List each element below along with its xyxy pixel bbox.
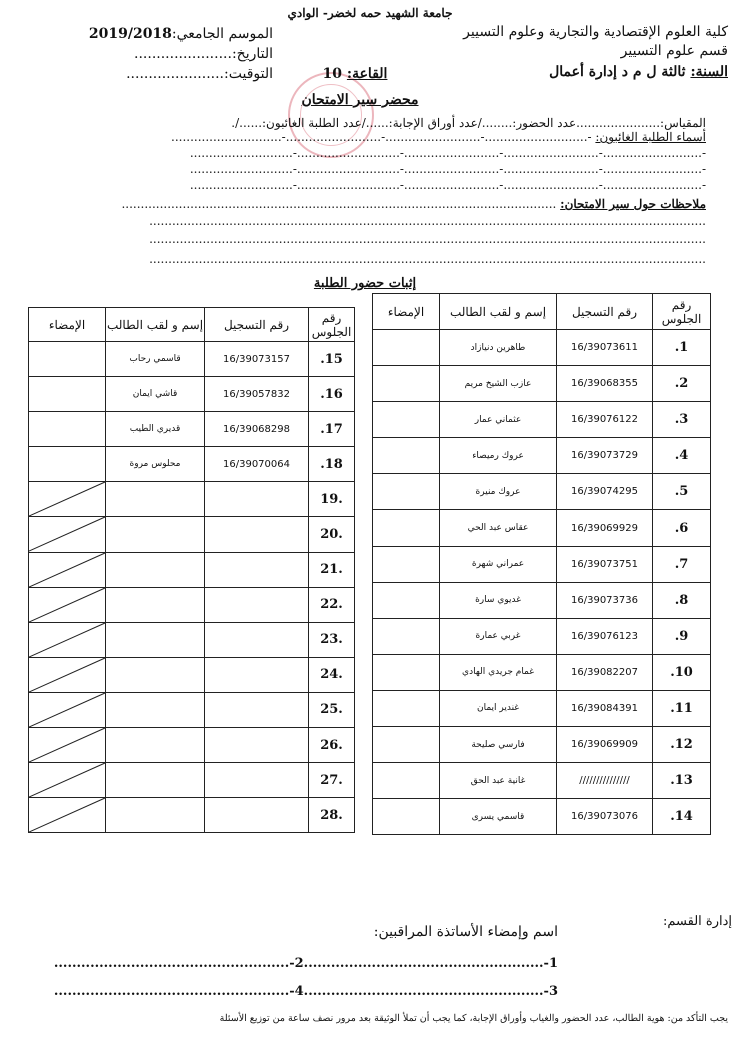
time-row bbox=[48, 66, 273, 82]
room-value: 10 bbox=[322, 66, 343, 82]
reg-cell: 16/39073076 bbox=[557, 799, 653, 835]
name-cell bbox=[106, 763, 205, 798]
reg-cell: 16/39073729 bbox=[557, 438, 653, 474]
reg-cell bbox=[205, 798, 309, 833]
seat-cell: 7. bbox=[653, 546, 711, 582]
name-cell: عازب الشيخ مريم bbox=[440, 366, 557, 402]
table-row bbox=[373, 474, 711, 510]
attendance-table-right bbox=[372, 293, 711, 835]
sign-cell bbox=[373, 402, 440, 438]
reg-cell: 16/39074295 bbox=[557, 474, 653, 510]
sign-cell bbox=[373, 510, 440, 546]
seat-cell: 16. bbox=[309, 377, 355, 412]
reg-cell: 16/39073611 bbox=[557, 330, 653, 366]
room-label: القاعة: bbox=[346, 66, 388, 82]
seat-cell: 18. bbox=[309, 447, 355, 482]
table-row bbox=[373, 546, 711, 582]
table-row bbox=[29, 728, 355, 763]
notes-line-2: .................................................................................................................................................. bbox=[149, 214, 706, 228]
reg-cell: 16/39076123 bbox=[557, 618, 653, 654]
sign-cell bbox=[29, 798, 106, 833]
reg-cell bbox=[205, 728, 309, 763]
name-cell bbox=[106, 622, 205, 657]
sign-cell bbox=[29, 482, 106, 517]
sign-cell bbox=[373, 474, 440, 510]
level-label: السنة: bbox=[690, 64, 728, 80]
sign-cell bbox=[29, 657, 106, 692]
level-row bbox=[549, 64, 728, 80]
name-cell: قاسمي يسرى bbox=[440, 799, 557, 835]
table-row bbox=[29, 517, 355, 552]
seat-cell: 10. bbox=[653, 654, 711, 690]
absent-label: أسماء الطلبة الغائبون: bbox=[595, 130, 706, 144]
reg-cell: 16/39069929 bbox=[557, 510, 653, 546]
university-name: جامعة الشهيد حمه لخضر- الوادي bbox=[287, 6, 453, 20]
table-row bbox=[373, 330, 711, 366]
seat-cell: 4. bbox=[653, 438, 711, 474]
faculty-name: كلية العلوم الإقتصادية والتجارية وعلوم التسيير bbox=[463, 24, 728, 40]
table-row bbox=[373, 727, 711, 763]
reg-cell bbox=[205, 692, 309, 727]
dept-admin-label: إدارة القسم: bbox=[662, 914, 732, 929]
date-dots: ...................... bbox=[134, 46, 232, 62]
table-row bbox=[29, 622, 355, 657]
name-cell bbox=[106, 517, 205, 552]
sign-cell bbox=[373, 763, 440, 799]
name-cell bbox=[106, 552, 205, 587]
reg-cell: 16/39069909 bbox=[557, 727, 653, 763]
seat-cell: .24 bbox=[309, 657, 355, 692]
sign-cell bbox=[373, 438, 440, 474]
reg-cell: 16/39073157 bbox=[205, 342, 309, 377]
sign-cell bbox=[29, 447, 106, 482]
reg-cell bbox=[205, 622, 309, 657]
seat-cell: 11. bbox=[653, 690, 711, 726]
name-cell: غندير ايمان bbox=[440, 690, 557, 726]
table-row bbox=[29, 412, 355, 447]
sign-cell bbox=[29, 587, 106, 622]
table-row bbox=[29, 342, 355, 377]
table-row bbox=[373, 763, 711, 799]
seat-cell: 8. bbox=[653, 582, 711, 618]
notes-row bbox=[26, 197, 706, 211]
name-cell bbox=[106, 482, 205, 517]
seat-cell: 6. bbox=[653, 510, 711, 546]
season-value: 2019/2018 bbox=[88, 26, 172, 42]
header-sign: الإمضاء bbox=[29, 308, 106, 342]
time-dots: ...................... bbox=[126, 66, 224, 82]
reg-cell: /////////////// bbox=[557, 763, 653, 799]
table-row bbox=[373, 438, 711, 474]
name-cell: فارسي صليحة bbox=[440, 727, 557, 763]
sign-cell bbox=[373, 799, 440, 835]
sign-cell bbox=[29, 412, 106, 447]
name-cell: عمراني شهرة bbox=[440, 546, 557, 582]
sign-cell bbox=[29, 342, 106, 377]
reg-cell bbox=[205, 482, 309, 517]
room-row bbox=[300, 66, 410, 82]
table-row bbox=[373, 799, 711, 835]
season-row bbox=[48, 26, 273, 42]
absent-row bbox=[26, 130, 706, 144]
name-cell: قاسمي رحاب bbox=[106, 342, 205, 377]
seat-cell: 17. bbox=[309, 412, 355, 447]
table-row bbox=[373, 690, 711, 726]
name-cell: غمام جريدي الهادي bbox=[440, 654, 557, 690]
sign-cell bbox=[29, 377, 106, 412]
table-row bbox=[29, 763, 355, 798]
name-cell: غديوي سارة bbox=[440, 582, 557, 618]
seat-cell: 15. bbox=[309, 342, 355, 377]
notes-line-3: .................................................................................................................................................. bbox=[149, 232, 706, 246]
header-seat: رقم الجلوس bbox=[653, 294, 711, 330]
seat-cell: 5. bbox=[653, 474, 711, 510]
sign-cell bbox=[373, 582, 440, 618]
proctors-label: اسم وإمضاء الأساتذة المراقبين: bbox=[373, 924, 558, 940]
header-seat: رقم الجلوس bbox=[309, 308, 355, 342]
name-cell bbox=[106, 692, 205, 727]
proctor-line-1: 1-.....................................................2-.................................................... bbox=[53, 956, 558, 971]
name-cell bbox=[106, 587, 205, 622]
name-cell: غربي عمارة bbox=[440, 618, 557, 654]
table-row bbox=[29, 587, 355, 622]
table-row bbox=[373, 618, 711, 654]
seat-cell: .23 bbox=[309, 622, 355, 657]
table-row bbox=[29, 692, 355, 727]
module-line: المقياس:......................عدد الحضور:......../عدد أوراق الإجابة:....../عدد الطلبة الغائبون:....../. bbox=[231, 116, 706, 130]
name-cell: طاهرين دنيازاد bbox=[440, 330, 557, 366]
reg-cell bbox=[205, 517, 309, 552]
absent-line-4: -..........................-.........................-.........................-...........................-........................... bbox=[189, 178, 706, 192]
reg-cell bbox=[205, 763, 309, 798]
sign-cell bbox=[373, 690, 440, 726]
table-row bbox=[29, 798, 355, 833]
seat-cell: .27 bbox=[309, 763, 355, 798]
name-cell: قديري الطيب bbox=[106, 412, 205, 447]
reg-cell: 16/39068355 bbox=[557, 366, 653, 402]
reg-cell: 16/39084391 bbox=[557, 690, 653, 726]
reg-cell bbox=[205, 657, 309, 692]
table-row bbox=[29, 482, 355, 517]
reg-cell: 16/39073751 bbox=[557, 546, 653, 582]
attendance-table-left bbox=[28, 307, 355, 833]
table-row bbox=[373, 402, 711, 438]
name-cell bbox=[106, 657, 205, 692]
sign-cell bbox=[373, 546, 440, 582]
seat-cell: .21 bbox=[309, 552, 355, 587]
seat-cell: 9. bbox=[653, 618, 711, 654]
reg-cell: 16/39057832 bbox=[205, 377, 309, 412]
reg-cell bbox=[205, 587, 309, 622]
sign-cell bbox=[29, 728, 106, 763]
name-cell: عروك منيرة bbox=[440, 474, 557, 510]
name-cell: عروك رميصاء bbox=[440, 438, 557, 474]
attendance-title: إثبات حضور الطلبة bbox=[313, 276, 417, 291]
name-cell bbox=[106, 798, 205, 833]
name-cell: قاشي ايمان bbox=[106, 377, 205, 412]
notes-line-4: .................................................................................................................................................. bbox=[149, 252, 706, 266]
sign-cell bbox=[373, 727, 440, 763]
sign-cell bbox=[29, 622, 106, 657]
name-cell: عثماني عمار bbox=[440, 402, 557, 438]
sign-cell bbox=[29, 692, 106, 727]
seat-cell: 12. bbox=[653, 727, 711, 763]
table-row bbox=[373, 366, 711, 402]
absent-line-3: -..........................-.........................-.........................-...........................-........................... bbox=[189, 162, 706, 176]
seat-cell: .19 bbox=[309, 482, 355, 517]
date-row bbox=[48, 46, 273, 62]
table-row bbox=[373, 582, 711, 618]
seat-cell: .22 bbox=[309, 587, 355, 622]
seat-cell: .28 bbox=[309, 798, 355, 833]
season-label: الموسم الجامعي: bbox=[171, 26, 273, 42]
table-row bbox=[29, 657, 355, 692]
reg-cell: 16/39076122 bbox=[557, 402, 653, 438]
name-cell: غانية عبد الحق bbox=[440, 763, 557, 799]
notes-label: ملاحظات حول سير الامتحان: bbox=[560, 197, 706, 211]
sign-cell bbox=[373, 330, 440, 366]
header-reg: رقم التسجيل bbox=[557, 294, 653, 330]
header-name: إسم و لقب الطالب bbox=[440, 294, 557, 330]
reg-cell: 16/39073736 bbox=[557, 582, 653, 618]
seat-cell: 13. bbox=[653, 763, 711, 799]
reg-cell bbox=[205, 552, 309, 587]
table-row bbox=[29, 552, 355, 587]
seat-cell: 3. bbox=[653, 402, 711, 438]
header-name: إسم و لقب الطالب bbox=[106, 308, 205, 342]
footer-note: يجب التأكد من: هوية الطالب، عدد الحضور والغياب وأوراق الإجابة، كما يجب أن تملأ الوثيقة بعد مرور نصف ساعة من توزيع الأسئلة bbox=[219, 1013, 728, 1024]
time-label: التوقيت: bbox=[224, 66, 273, 82]
name-cell: محلوس مروة bbox=[106, 447, 205, 482]
sign-cell bbox=[373, 618, 440, 654]
doc-title: محضر سير الامتحان bbox=[301, 92, 419, 108]
sign-cell bbox=[373, 366, 440, 402]
table-row bbox=[373, 654, 711, 690]
sign-cell bbox=[29, 517, 106, 552]
notes-line-1: .................................................................................................................. bbox=[121, 197, 557, 211]
sign-cell bbox=[29, 552, 106, 587]
header-sign: الإمضاء bbox=[373, 294, 440, 330]
proctor-line-2: 3-.....................................................4-.................................................... bbox=[53, 984, 558, 999]
seat-cell: 2. bbox=[653, 366, 711, 402]
sign-cell bbox=[373, 654, 440, 690]
reg-cell: 16/39082207 bbox=[557, 654, 653, 690]
table-row bbox=[373, 510, 711, 546]
reg-cell: 16/39068298 bbox=[205, 412, 309, 447]
seat-cell: 14. bbox=[653, 799, 711, 835]
absent-line-1: -...........................-.........................-.........................-............................. bbox=[171, 130, 592, 144]
date-label: التاريخ: bbox=[231, 46, 273, 62]
seat-cell: .20 bbox=[309, 517, 355, 552]
header-reg: رقم التسجيل bbox=[205, 308, 309, 342]
sign-cell bbox=[29, 763, 106, 798]
name-cell: عقاس عبد الحي bbox=[440, 510, 557, 546]
seat-cell: .25 bbox=[309, 692, 355, 727]
reg-cell: 16/39070064 bbox=[205, 447, 309, 482]
absent-line-2: -..........................-.........................-.........................-...........................-........................... bbox=[189, 146, 706, 160]
table-row bbox=[29, 447, 355, 482]
table-row bbox=[29, 377, 355, 412]
seat-cell: .26 bbox=[309, 728, 355, 763]
name-cell bbox=[106, 728, 205, 763]
seat-cell: 1. bbox=[653, 330, 711, 366]
level-value: ثالثة ل م د إدارة أعمال bbox=[549, 64, 686, 80]
department-name: قسم علوم التسيير bbox=[620, 43, 728, 59]
